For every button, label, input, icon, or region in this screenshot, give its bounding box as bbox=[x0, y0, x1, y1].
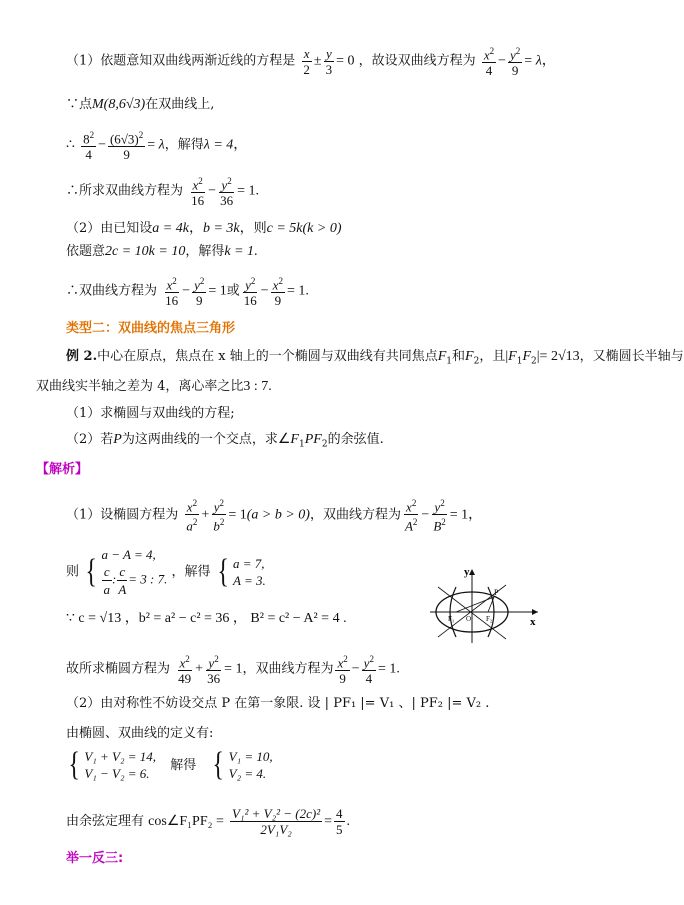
frac: $\frac{x^2}{16}$ bbox=[165, 276, 179, 309]
solution-1-system bbox=[66, 546, 266, 598]
numerator: V₁² + V₂² − (2c)² bbox=[232, 806, 321, 821]
segment-pf1 bbox=[456, 597, 494, 612]
text: 则 bbox=[66, 564, 80, 580]
frac: $\frac{y^2}{4}$ bbox=[363, 654, 374, 687]
text: ∵点 bbox=[66, 97, 93, 112]
frac: $\frac{x^2}{9}$ bbox=[337, 654, 348, 687]
text: 和 bbox=[452, 349, 466, 364]
y-arrow-icon bbox=[469, 569, 475, 575]
text: ，且 bbox=[479, 349, 506, 364]
text: 依题意 bbox=[66, 244, 106, 259]
frac: $\frac{y^2}{36}$ bbox=[207, 654, 221, 687]
line-part2-result: ∴双曲线方程为 $\frac{x^2}{16}$ − $\frac{y^2}{9}$ = 1或 $\frac{y^2}{16}$ − $\frac{x^2}{9}$ = 1. bbox=[66, 276, 309, 309]
frac-x-2: $\frac{x}{2}$ bbox=[303, 45, 310, 77]
frac: $\frac{4}{5}$ bbox=[336, 806, 343, 837]
system-row: a − A = 4, bbox=[101, 547, 156, 562]
point-m: M(8,6√3) bbox=[92, 97, 146, 112]
frac-y2-9: $\frac{y^2}{9}$ bbox=[510, 46, 521, 79]
solution-2-definition: 由椭圆、双曲线的定义有: bbox=[66, 726, 214, 741]
system-row: V₁ = 10, bbox=[228, 749, 273, 764]
line-part2-solve: 依题意2c = 10k = 10，解得k = 1. bbox=[66, 244, 258, 259]
condition: (a > b > 0) bbox=[246, 507, 310, 523]
question-2: （2）若P为这两曲线的一个交点，求$\angle F_1PF_2$的余弦值. bbox=[66, 432, 384, 450]
frac: $\frac{y^2}{16}$ bbox=[243, 276, 257, 309]
line-part2-setup: （2）由已知设a = 4k，b = 3k，则c = 5k(k > 0) bbox=[66, 221, 342, 236]
example2-line1: 例 2.中心在原点，焦点在 x 轴上的一个椭圆与双曲线有共同焦点$F_1$和$F_2$，且$|F_1F_2|= 2√13$，又椭圆长半轴与 bbox=[66, 349, 684, 367]
text: 则 bbox=[253, 221, 267, 236]
frac-x2-16: $\frac{x^2}{16}$ bbox=[191, 176, 205, 209]
frac: $\frac{y^2}{b^2}$ bbox=[213, 498, 225, 534]
text: 双曲线实半轴之差为 4，离心率之比 bbox=[36, 379, 244, 394]
text: ，双曲线方程为 bbox=[242, 661, 334, 677]
text: ，双曲线方程为 bbox=[309, 507, 401, 523]
text: （2）若 bbox=[66, 432, 114, 447]
text: 为这两曲线的一个交点，求 bbox=[121, 432, 278, 447]
expr: cos∠F₁PF₂ = bbox=[148, 814, 224, 829]
expr: (k > 0) bbox=[302, 221, 342, 236]
line-asymptote: （1）依题意知双曲线两渐近线的方程是 $\frac{x}{2}$ ± $\frac{y}{3}$ = 0 ，故设双曲线方程为 $\frac{x^2}{4}$ − $\frac{y^2}{9}$ = λ， bbox=[66, 45, 556, 79]
analysis-tag: 【解析】 bbox=[36, 462, 89, 477]
system-row: A = 3. bbox=[233, 573, 266, 588]
text: 在双曲线上, bbox=[145, 97, 215, 112]
text: ∴所求双曲线方程为 bbox=[66, 183, 184, 199]
solution-2-setup: （2）由对称性不妨设交点 P 在第一象限. 设 | PF₁ |= V₁ 、| PF₂ |= V₂ . bbox=[66, 696, 490, 711]
solution-cosine: 由余弦定理有 cos∠F₁PF₂ = $\frac{\text{V₁² + V₂² − (2c)²}}{\text{2V₁V₂}}$ = $\frac{4}{5}$ . bbox=[66, 806, 351, 837]
expr: 2c = 10k = 10 bbox=[105, 244, 186, 259]
frac: $\frac{y^2}{B^2}$ bbox=[433, 498, 446, 534]
solution-1-result: 故所求椭圆方程为 $\frac{x^2}{49}$ + $\frac{y^2}{36}$ = 1，双曲线方程为 $\frac{x^2}{9}$ − $\frac{y^2}{4}$ = 1. bbox=[66, 654, 400, 687]
text: ，解得 bbox=[171, 564, 211, 580]
text: 中心在原点，焦点在 x 轴上的一个椭圆与双曲线有共同焦点 bbox=[97, 349, 438, 364]
x-arrow-icon bbox=[532, 609, 538, 615]
expr: c = 5k bbox=[266, 221, 303, 236]
system-v: { V₁ + V₂ = 14, V₁ − V₂ = 6. bbox=[68, 746, 157, 783]
system-row: V₂ = 4. bbox=[228, 766, 267, 781]
system-v-solution: { V₁ = 10, V₂ = 4. bbox=[212, 746, 273, 783]
example2-line2: 双曲线实半轴之差为 4，离心率之比3 : 7. bbox=[36, 379, 272, 394]
frac: $\frac{x^2}{9}$ bbox=[272, 276, 283, 309]
denominator: 2V₁V₂ bbox=[260, 822, 292, 837]
system-right: { a = 7, A = 3. bbox=[217, 553, 266, 590]
line-substitute: ∴ $\frac{8^2}{4}$ − $\frac{(6√3)^2}{9}$ = λ，解得λ = 4， bbox=[66, 130, 248, 163]
frac: $\frac{x^2}{49}$ bbox=[178, 654, 192, 687]
text: 故所求椭圆方程为 bbox=[66, 661, 171, 677]
frac-y2-36: $\frac{y^2}{36}$ bbox=[220, 176, 234, 209]
example-label: 例 2. bbox=[66, 349, 98, 364]
label-o: O bbox=[466, 615, 472, 623]
text: ，解得 bbox=[185, 244, 225, 259]
text: 的余弦值. bbox=[327, 432, 384, 447]
text: ∴双曲线方程为 bbox=[66, 283, 158, 299]
text: 解得 bbox=[170, 757, 197, 773]
question-1: （1）求椭圆与双曲线的方程; bbox=[66, 406, 235, 421]
text: ，解得 bbox=[164, 137, 204, 153]
frac: $\frac{x^2}{A^2}$ bbox=[404, 498, 418, 534]
text: 或 bbox=[226, 283, 240, 299]
frac-82-4: $\frac{8^2}{4}$ bbox=[83, 130, 95, 163]
label-f2: F₂ bbox=[486, 615, 493, 623]
solution-1-equations: （1）设椭圆方程为 $\frac{x^2}{a^2}$ + $\frac{y^2}{b^2}$ = 1(a > b > 0)，双曲线方程为 $\frac{x^2}{A^2}$ − $\frac{y^2}{B^2}$ = 1， bbox=[66, 498, 483, 534]
system-row: a = 7, bbox=[233, 556, 265, 571]
frac: $\frac{y^2}{9}$ bbox=[194, 276, 205, 309]
expr: a = 4k bbox=[152, 221, 189, 236]
solution-c-line: ∵ c = √13 ，b² = a² − c² = 36 ， B² = c² − A² = 4 . bbox=[66, 611, 347, 626]
label-x: x bbox=[530, 616, 536, 628]
frac-cosine bbox=[230, 806, 322, 837]
text: （1）依题意知双曲线两渐近线的方程是 bbox=[66, 53, 296, 69]
text: ，故设双曲线方程为 bbox=[358, 53, 476, 69]
system-row: V₁ − V₂ = 6. bbox=[84, 766, 150, 781]
practice-heading: 举一反三: bbox=[66, 851, 124, 866]
line-point-m bbox=[66, 98, 214, 112]
label-p: P bbox=[494, 588, 499, 597]
ratio: 3 : 7 bbox=[243, 379, 269, 394]
line-result1: ∴所求双曲线方程为 $\frac{x^2}{16}$ − $\frac{y^2}{36}$ = 1. bbox=[66, 176, 259, 209]
frac-x2-4: $\frac{x^2}{4}$ bbox=[483, 46, 495, 79]
text: 由余弦定理有 bbox=[66, 814, 145, 829]
expr: b = 3k bbox=[202, 221, 240, 236]
frac-6root3-9: $\frac{(6√3)^2}{9}$ bbox=[109, 130, 144, 163]
frac-y-3: $\frac{y}{3}$ bbox=[325, 45, 333, 77]
text: ，又椭圆长半轴与 bbox=[579, 349, 684, 364]
ellipse-hyperbola-figure bbox=[430, 565, 540, 645]
system-left: { a − A = 4, $\frac{c}{a}$ : $\frac{c}{A}$ = 3 : 7. bbox=[85, 547, 168, 597]
text: （2）由已知设 bbox=[66, 221, 153, 236]
result: λ = 4 bbox=[203, 137, 234, 153]
system-row: V₁ + V₂ = 14, bbox=[84, 749, 157, 764]
label-y: y bbox=[464, 566, 470, 578]
frac: $\frac{x^2}{a^2}$ bbox=[186, 498, 198, 534]
text: （1）设椭圆方程为 bbox=[66, 507, 179, 523]
solution-2-system bbox=[66, 748, 273, 782]
label-f1: F₁ bbox=[448, 615, 455, 623]
expr: k = 1 bbox=[224, 244, 255, 259]
section-heading-type2: 类型二：双曲线的焦点三角形 bbox=[66, 321, 236, 336]
